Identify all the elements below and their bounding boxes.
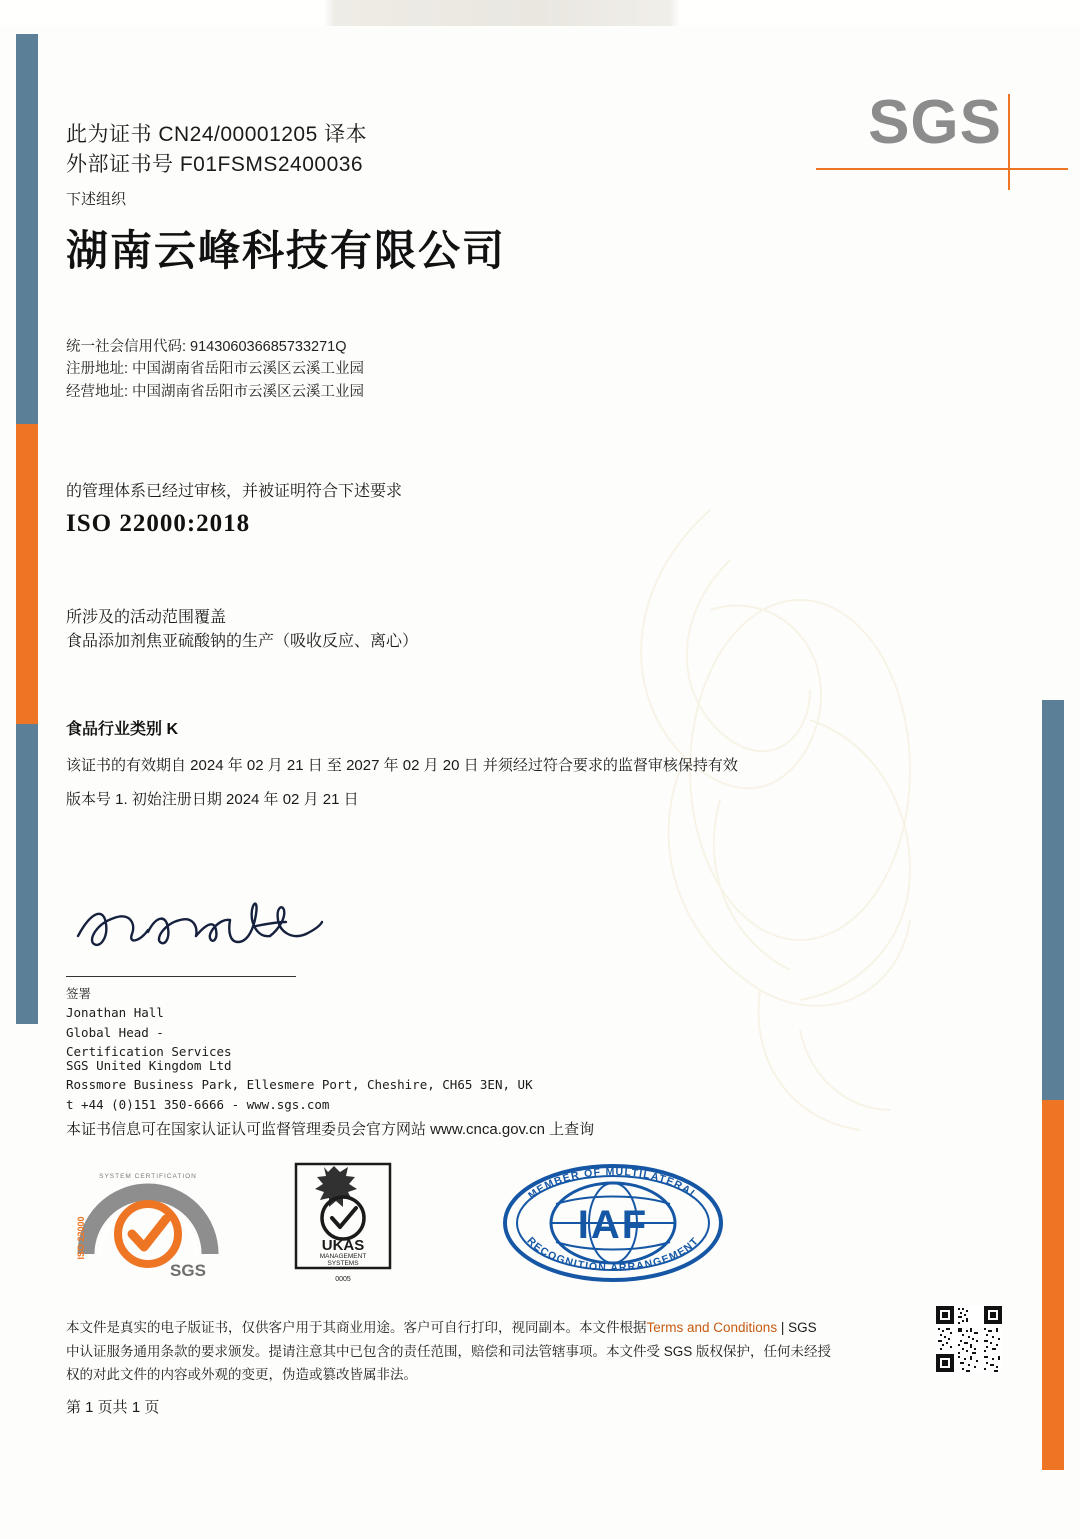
decor-bar-left-blue-top — [16, 34, 38, 424]
svg-text:SGS: SGS — [170, 1261, 206, 1280]
credit-code-line: 统一社会信用代码: 914306036685733271Q — [66, 339, 347, 355]
sgs-logo-rule-horizontal — [816, 168, 1068, 170]
signature-rule — [66, 976, 296, 977]
svg-text:MANAGEMENT: MANAGEMENT — [319, 1253, 367, 1260]
external-certificate-number: 外部证书号 F01FSMS2400036 — [66, 153, 364, 176]
legal-part-1: 本文件是真实的电子版证书，仅供客户用于其商业用途。客户可自行打印，视同副本。本文件根据 — [66, 1320, 647, 1335]
identity-block — [66, 336, 364, 403]
scope-text: 食品添加剂焦亚硫酸钠的生产（吸收反应、离心） — [66, 633, 419, 650]
company-name: 湖南云峰科技有限公司 — [66, 227, 507, 274]
svg-text:RECOGNITION ARRANGEMENT: RECOGNITION ARRANGEMENT — [524, 1234, 702, 1275]
page-number: 第 1 页共 1 页 — [66, 1399, 160, 1416]
cnca-verification-note: 本证书信息可在国家认证认可监督管理委员会官方网站 www.cnca.gov.cn 上查询 — [66, 1121, 595, 1138]
terms-and-conditions-link[interactable]: Terms and Conditions — [646, 1320, 778, 1335]
validity-period: 该证书的有效期自 2024 年 02 月 21 日 至 2027 年 02 月 20 日 并须经过符合要求的监督审核保持有效 — [66, 757, 738, 774]
svg-text:ISO 22000: ISO 22000 — [76, 1216, 86, 1260]
decor-bar-right-blue — [1042, 700, 1064, 1100]
legal-part-2: | SGS — [777, 1320, 817, 1335]
accreditation-marks — [66, 1158, 766, 1288]
legal-footer-text — [66, 1316, 896, 1387]
svg-text:IAF: IAF — [577, 1203, 649, 1247]
svg-text:SYSTEM CERTIFICATION: SYSTEM CERTIFICATION — [99, 1173, 197, 1180]
industry-sector: 食品行业类别 K — [66, 721, 179, 738]
standard-name: ISO 22000:2018 — [66, 510, 251, 537]
sgs-logo — [868, 88, 1002, 157]
page-top-shadow-strip — [0, 0, 1080, 26]
issuer-contact: t +44 (0)151 350-6666 - www.sgs.com — [66, 1096, 330, 1112]
iaf-mark-icon — [498, 1162, 728, 1288]
iso22000-sgs-mark-icon — [70, 1158, 230, 1284]
decor-bar-left-orange — [16, 424, 38, 724]
issuer-company: SGS United Kingdom Ltd — [66, 1058, 232, 1073]
issue-version-line: 版本号 1. 初始注册日期 2024 年 02 月 21 日 — [66, 791, 359, 808]
signature-image — [70, 890, 330, 970]
signatory-name: Jonathan Hall — [66, 1005, 164, 1021]
management-system-statement: 的管理体系已经过审核，并被证明符合下述要求 — [66, 483, 403, 500]
qr-code[interactable] — [936, 1306, 1002, 1372]
sgs-logo-text: SGS — [868, 88, 1002, 157]
issuer-address-block — [66, 1056, 533, 1114]
legal-part-4: 权的对此文件的内容或外观的变更，伪造或篡改皆属非法。 — [66, 1367, 417, 1383]
operating-address-line: 经营地址: 中国湖南省岳阳市云溪区云溪工业园 — [66, 383, 365, 400]
decor-bar-right-orange — [1042, 1100, 1064, 1470]
scope-label: 所涉及的活动范围覆盖 — [66, 609, 227, 626]
registered-address-line: 注册地址: 中国湖南省岳阳市云溪区云溪工业园 — [66, 361, 365, 378]
svg-text:0005: 0005 — [335, 1276, 351, 1283]
ukas-mark-icon — [284, 1160, 404, 1286]
sgs-logo-rule-vertical — [1008, 94, 1010, 190]
signatory-title-line2: Certification Services — [66, 1044, 232, 1060]
issuer-street: Rossmore Business Park, Ellesmere Port, Cheshire, CH65 3EN, UK — [66, 1077, 533, 1093]
organization-label: 下述组织 — [66, 191, 127, 208]
signatory-block — [66, 984, 232, 1062]
svg-text:SYSTEMS: SYSTEMS — [327, 1260, 359, 1267]
decor-bar-left-blue-bottom — [16, 724, 38, 1024]
legal-part-3: 中认证服务通用条款的要求颁发。提请注意其中已包含的责任范围，赔偿和司法管辖事项。本文件受 SGS 版权保护，任何未经授 — [66, 1343, 832, 1359]
svg-text:MEMBER OF MULTILATERAL: MEMBER OF MULTILATERAL — [526, 1165, 701, 1202]
signatory-title-line1: Global Head - — [66, 1024, 164, 1040]
watermark-graphic — [560, 470, 990, 1170]
certificate-number: 此为证书 CN24/00001205 译本 — [66, 123, 368, 146]
signature-label: 签署 — [66, 986, 92, 1001]
svg-text:UKAS: UKAS — [321, 1237, 365, 1254]
